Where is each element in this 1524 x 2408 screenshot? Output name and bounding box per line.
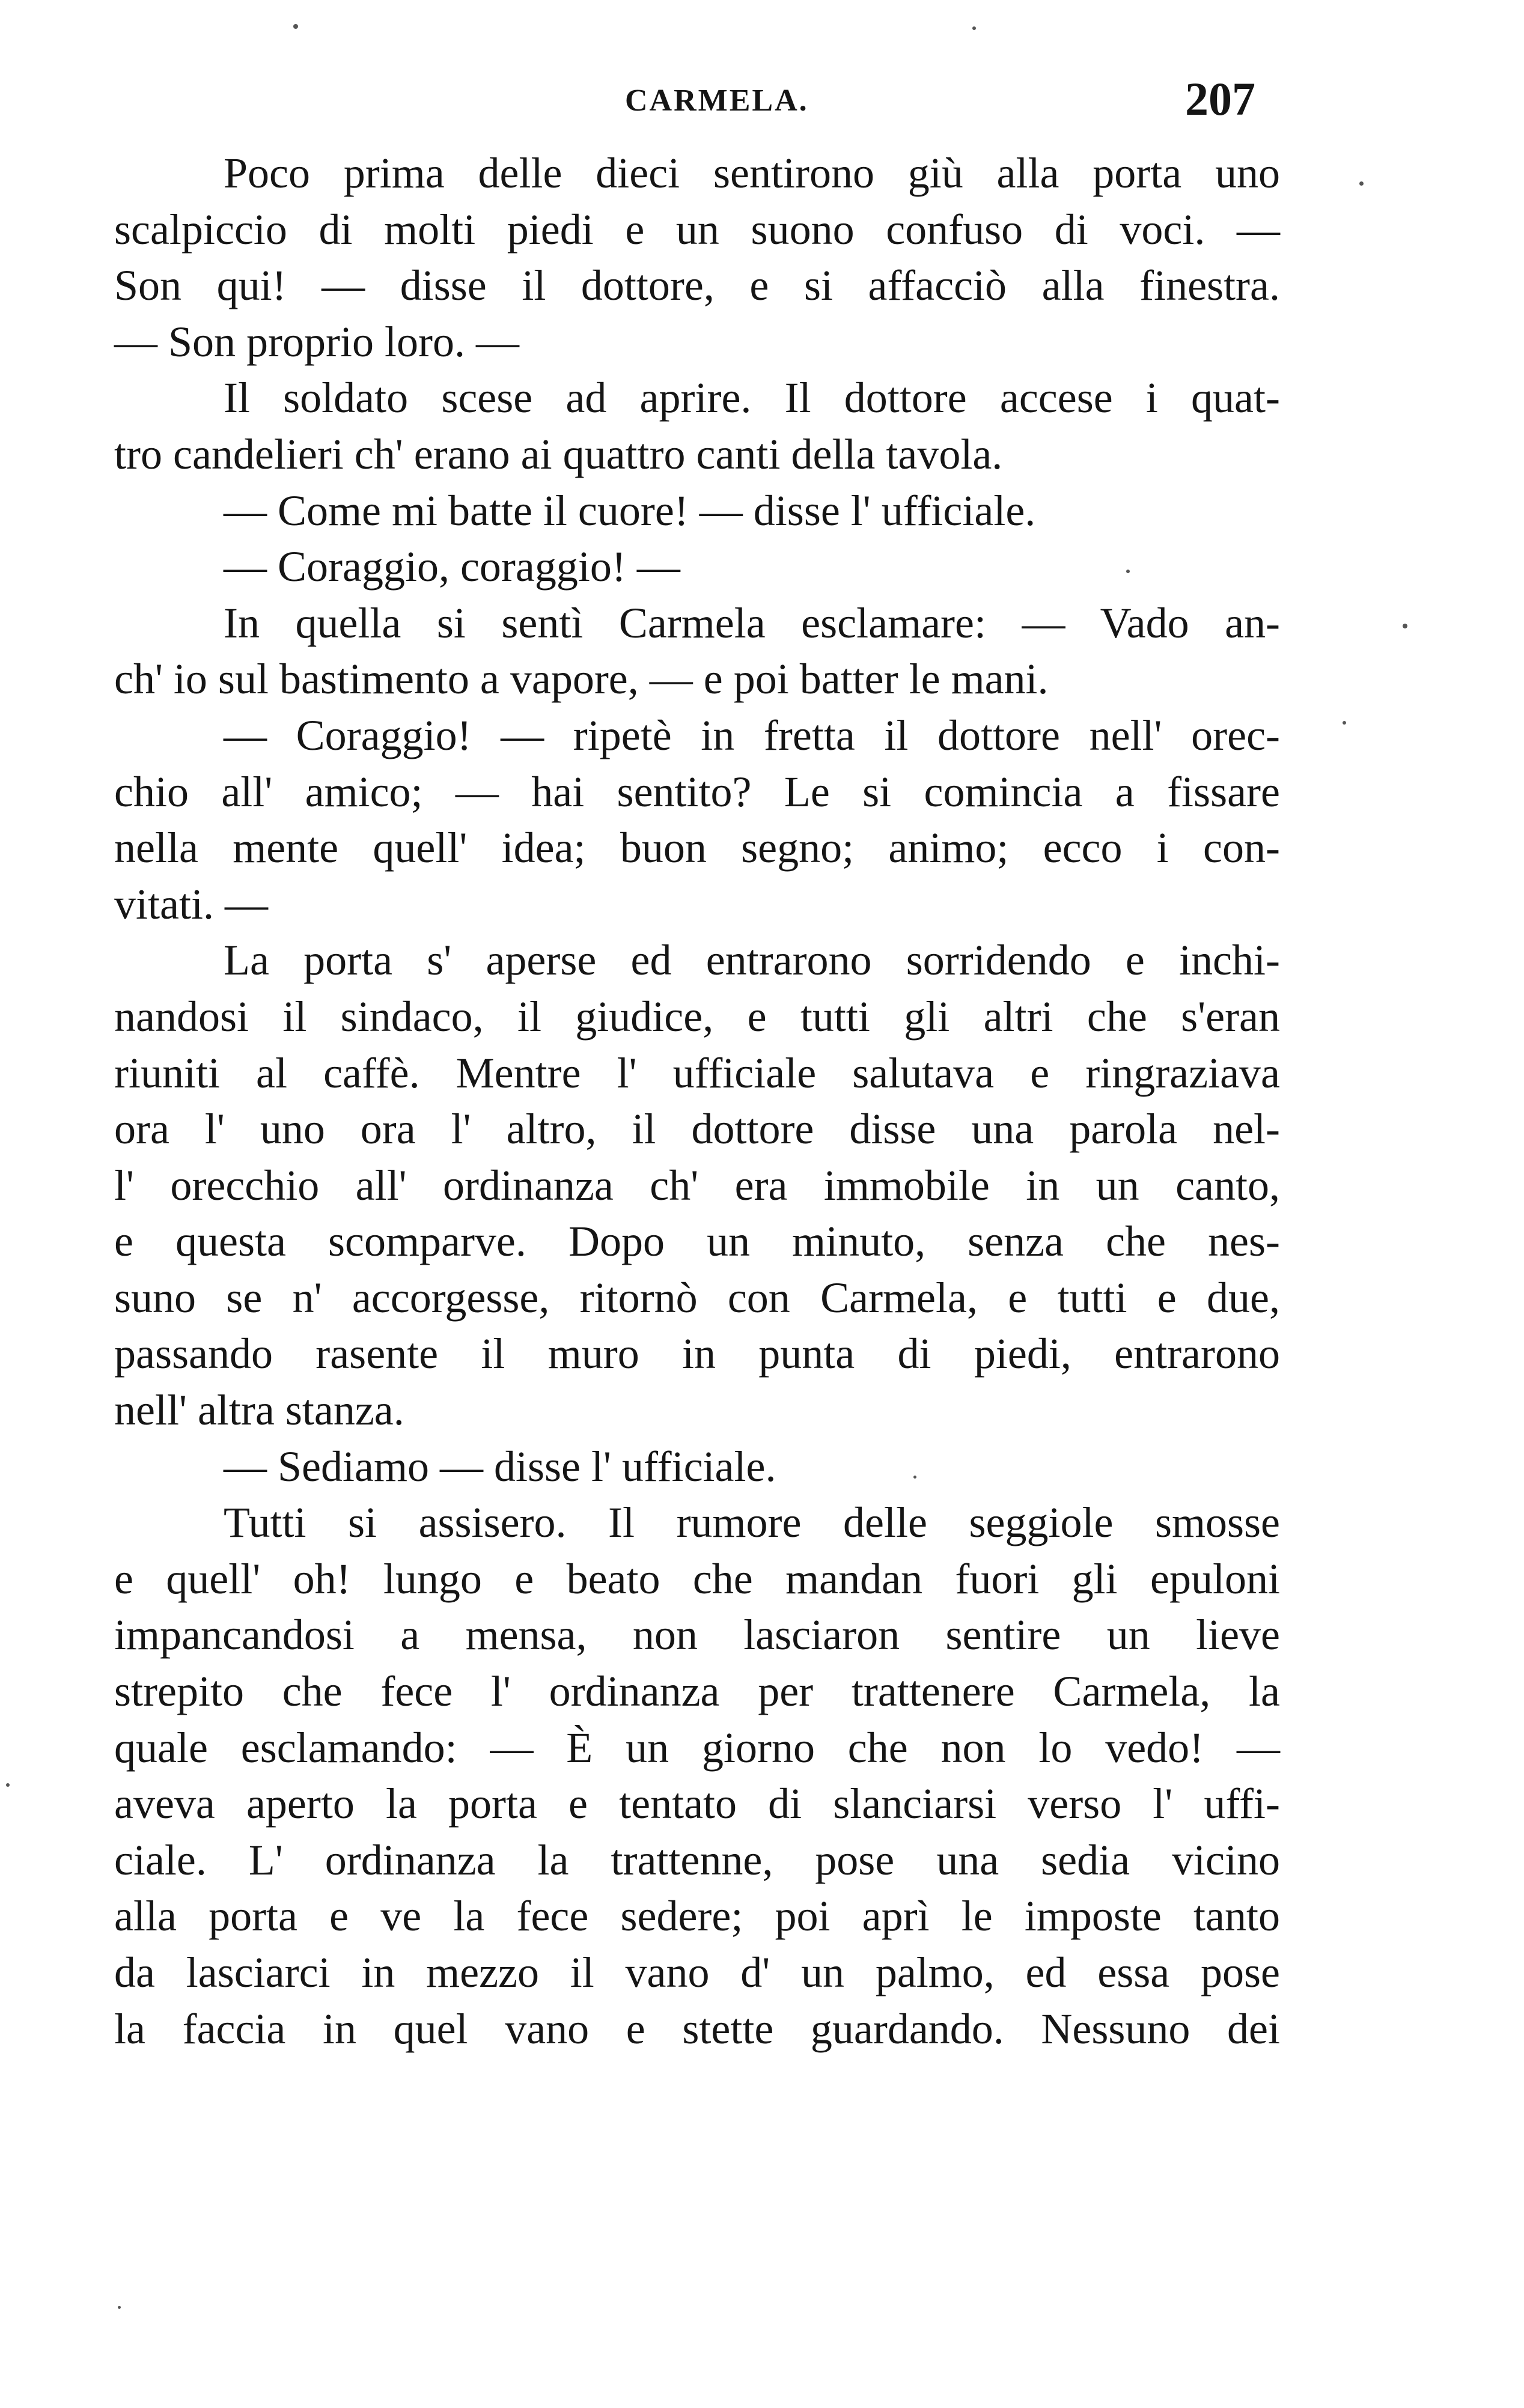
text-line: e quell' oh! lungo e beato che mandan fuori gli epuloni [114,1554,1280,1603]
text-line: scalpiccio di molti piedi e un suono confuso di voci. — [114,205,1280,254]
scan-speck [6,1783,10,1787]
scan-speck [972,26,976,30]
text-line: impancandosi a mensa, non lasciaron sentire un lieve [114,1611,1280,1659]
scan-speck [1403,624,1407,628]
text-line: alla porta e ve la fece sedere; poi aprì le imposte tanto [114,1892,1280,1941]
text-line: l' orecchio all' ordinanza ch' era immobile in un canto, [114,1161,1280,1209]
text-line: riuniti al caffè. Mentre l' ufficiale salutava e ringraziava [114,1048,1280,1097]
text-line: — Son proprio loro. — [114,317,519,366]
running-title: CARMELA. [625,84,809,118]
text-line: nell' altra stanza. [114,1386,404,1435]
text-line: nella mente quell' idea; buon segno; animo; ecco i con- [114,824,1280,872]
text-line: In quella si sentì Carmela esclamare: — Vado an- [224,598,1280,647]
scan-speck [1359,181,1364,186]
scan-speck [1126,570,1130,573]
text-line: — Coraggio, coraggio! — [224,543,680,591]
text-line: nandosi il sindaco, il giudice, e tutti gli altri che s'eran [114,992,1280,1041]
running-head [0,72,1524,138]
text-line: la faccia in quel vano e stette guardando. Nessuno dei [114,2004,1280,2053]
text-line: ora l' uno ora l' altro, il dottore disse una parola nel- [114,1105,1280,1154]
text-line: quale esclamando: — È un giorno che non lo vedo! — [114,1723,1280,1772]
text-line: chio all' amico; — hai sentito? Le si comincia a fissare [114,767,1280,816]
text-line: ciale. L' ordinanza la trattenne, pose una sedia vicino [114,1835,1280,1884]
text-line: strepito che fece l' ordinanza per trattenere Carmela, la [114,1667,1280,1716]
text-line: aveva aperto la porta e tentato di slanciarsi verso l' uffi- [114,1780,1280,1828]
scan-speck [118,2306,121,2309]
scan-speck [913,1476,916,1479]
text-line: Il soldato scese ad aprire. Il dottore accese i quat- [224,374,1280,422]
text-line: — Come mi batte il cuore! — disse l' ufficiale. [224,486,1036,535]
scan-speck [1343,721,1346,725]
text-line: passando rasente il muro in punta di piedi, entrarono [114,1330,1280,1378]
text-line: suno se n' accorgesse, ritornò con Carmela, e tutti e due, [114,1273,1280,1322]
page-number: 207 [1185,73,1255,125]
text-line: — Sediamo — disse l' ufficiale. [224,1442,776,1491]
text-line: e questa scomparve. Dopo un minuto, senza che nes- [114,1217,1280,1266]
text-line: tro candelieri ch' erano ai quattro canti della tavola. [114,430,1003,478]
scan-speck [293,24,298,29]
text-line: La porta s' aperse ed entrarono sorridendo e inchi- [224,936,1280,985]
text-line: Tutti si assisero. Il rumore delle seggiole smosse [224,1498,1280,1547]
text-line: da lasciarci in mezzo il vano d' un palmo, ed essa pose [114,1948,1280,1996]
text-line: Poco prima delle dieci sentirono giù alla porta uno [224,149,1280,197]
text-line: Son qui! — disse il dottore, e si affacciò alla finestra. [114,261,1280,310]
text-line: ch' io sul bastimento a vapore, — e poi batter le mani. [114,655,1049,704]
text-line: vitati. — [114,880,268,928]
text-line: — Coraggio! — ripetè in fretta il dottore nell' orec- [224,711,1280,759]
body-text [114,145,1280,2057]
